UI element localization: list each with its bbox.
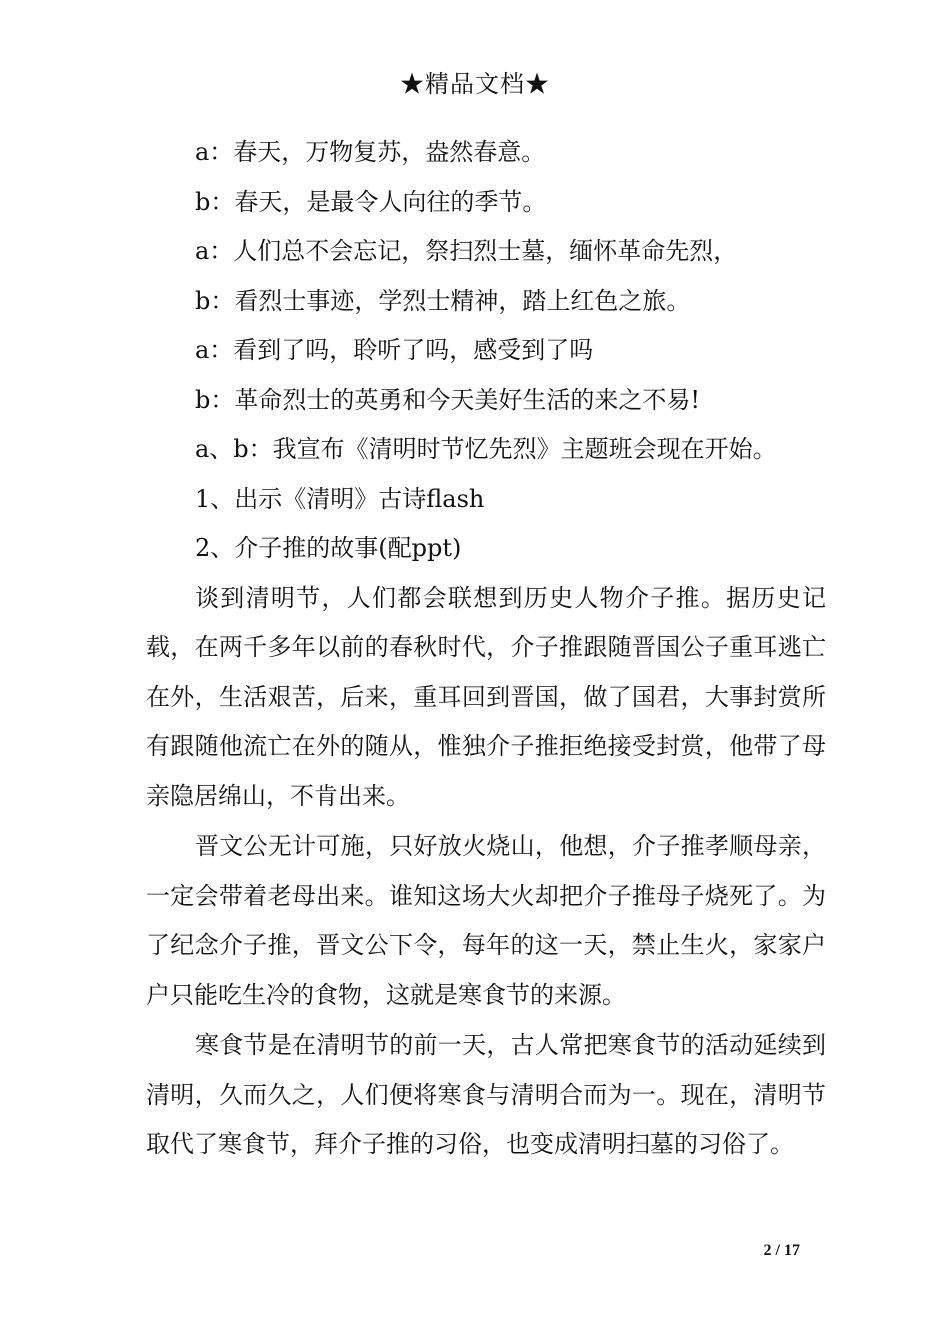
dialogue-line: a、b：我宣布《清明时节忆先烈》主题班会现在开始。 (195, 435, 777, 463)
page-header-title: ★精品文档★ (400, 70, 550, 98)
dialogue-line: a：看到了吗，聆听了吗，感受到了吗 (195, 336, 594, 364)
list-item: 1、出示《清明》古诗flash (195, 484, 485, 513)
dialogue-line: a：春天，万物复苏，盎然春意。 (195, 138, 546, 166)
dialogue-line: b：春天，是最令人向往的季节。 (195, 187, 547, 216)
body-paragraph: 寒食节是在清明节的前一天，古人常把寒食节的活动延续到清明，久而久之，人们便将寒食与清明合而为一。现在，清明节取代了寒食节，拜介子推的习俗，也变成清明扫墓的习俗了。 (146, 1031, 826, 1158)
dialogue-line: b：看烈士事迹，学烈士精神，踏上红色之旅。 (195, 286, 691, 315)
document-body (146, 128, 826, 1171)
page-number: 2 / 17 (763, 1242, 800, 1259)
body-paragraph: 谈到清明节，人们都会联想到历史人物介子推。据历史记载，在两千多年以前的春秋时代，介子推跟随晋国公子重耳逃亡在外，生活艰苦，后来，重耳回到晋国，做了国君，大事封赏所有跟随他流亡在外的随从，惟独介子推拒绝接受封赏，他带了母亲隐居绵山，不肯出来。 (146, 583, 826, 810)
body-paragraph: 晋文公无计可施，只好放火烧山，他想，介子推孝顺母亲，一定会带着老母出来。谁知这场大火却把介子推母子烧死了。为了纪念介子推，晋文公下令，每年的这一天，禁止生火，家家户户只能吃生冷的食物，这就是寒食节的来源。 (146, 832, 826, 1009)
dialogue-line: b：革命烈士的英勇和今天美好生活的来之不易! (195, 385, 701, 414)
list-item: 2、介子推的故事(配ppt) (195, 534, 462, 562)
dialogue-line: a：人们总不会忘记，祭扫烈士墓，缅怀革命先烈， (195, 237, 738, 265)
